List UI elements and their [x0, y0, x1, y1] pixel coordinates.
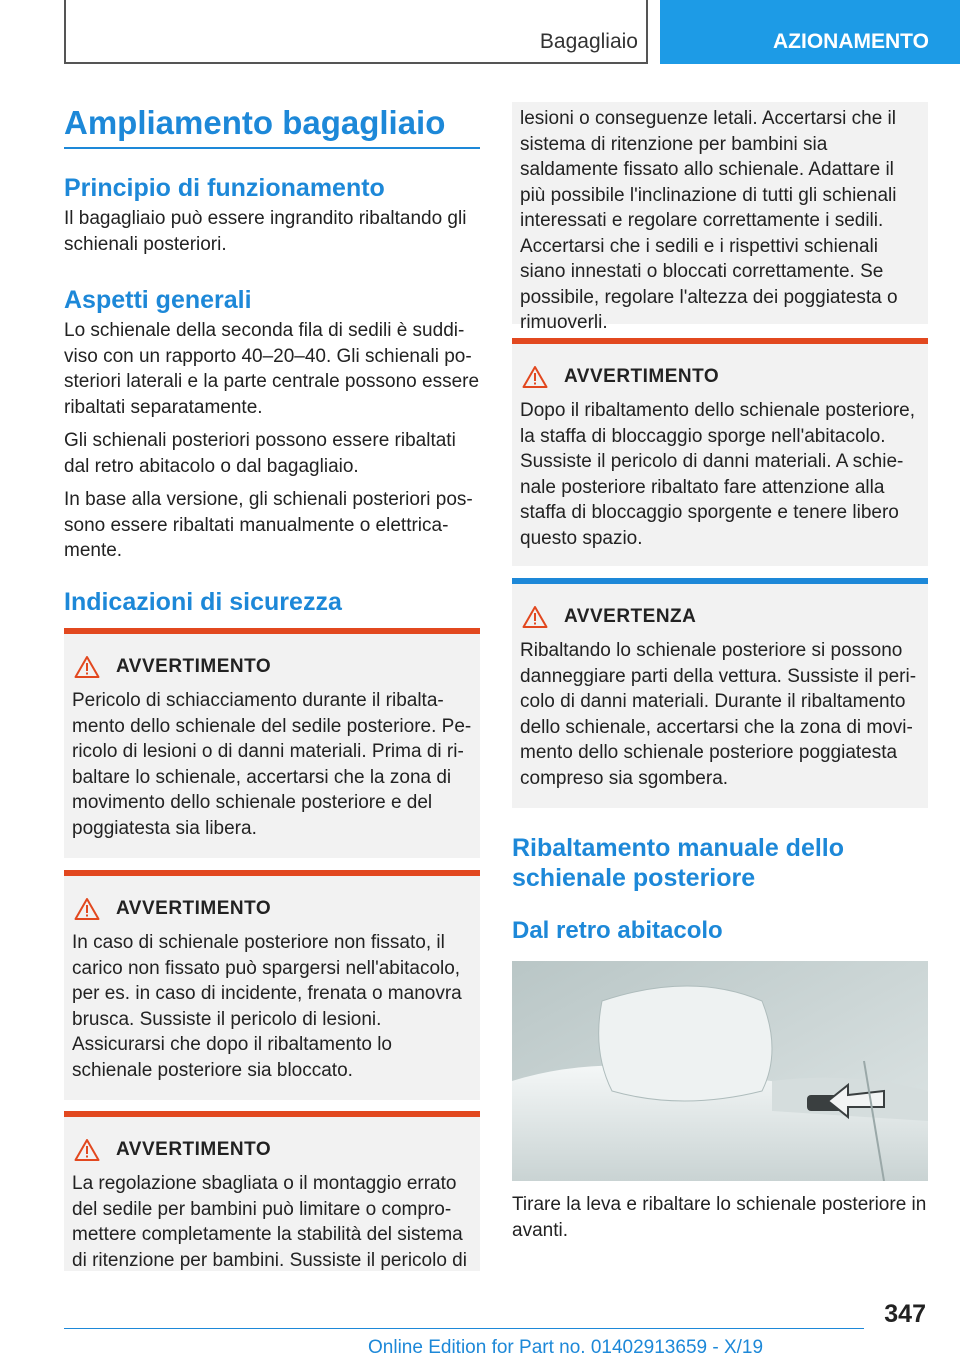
- paragraph-aspetti-2: Gli schienali posteriori possono essere ribaltati dal retro abitacolo o dal bagagliaio.: [64, 430, 456, 477]
- section-ribaltamento: [512, 833, 928, 893]
- warning-continued-text: lesioni o conseguenze letali. Accertarsi che il sistema di ritenzione per bambini sia saldamente fissato allo schienale. Adattare il più possibile l'inclinazione di tutti gli schienali interessati e regolare correttamente i sedili. Accertarsi che i sedili e i rispettivi schienali siano innestati o bloccati correttamente. Se possibile, regolare l'altezza dei poggiatesta o rimuoverli.: [520, 108, 898, 333]
- header-chapter-tab: [660, 0, 960, 64]
- warning-triangle-icon: [522, 605, 548, 629]
- warning-title: AVVERTIMENTO: [116, 656, 272, 677]
- chapter-label: AZIONAMENTO: [773, 30, 929, 53]
- page-number: 347: [884, 1300, 926, 1328]
- section-principio: [64, 173, 480, 257]
- image-caption: Tirare la leva e ribaltare lo schienale posteriore in avanti.: [512, 1194, 927, 1241]
- warning-box: [64, 628, 480, 858]
- warning-triangle-icon: [74, 897, 100, 921]
- warning-text: Pericolo di schiacciamento durante il ribaltamento dello schienale del sedile posteriore. Pericolo di lesioni o di danni materiali. Prima di ribaltare lo schienale, accertarsi che la zona di movimento dello schienale posteriore e del poggiatesta sia libera.: [72, 690, 472, 839]
- title-rule: [64, 147, 480, 149]
- section-retro: [512, 917, 928, 945]
- warning-title: AVVERTIMENTO: [116, 898, 272, 919]
- header-section: Bagagliaio: [539, 30, 638, 53]
- warning-continued-box: [512, 102, 928, 333]
- section-aspetti: [64, 285, 480, 564]
- heading-retro: Dal retro abitacolo: [512, 917, 723, 944]
- footer-rule: [64, 1328, 864, 1329]
- warning-header: [72, 1131, 472, 1169]
- paragraph-principio: Il bagagliaio può essere ingrandito ribaltando gli schienali posteriori.: [64, 208, 467, 255]
- caution-text: Ribaltando lo schienale posteriore si possono danneggiare parti della vettura. Sussiste il pericolo di danni materiali. Durante il ribaltamento dello schienale, accertarsi che la zona di movimento dello schienale posteriore poggiatesta compreso sia sgombera.: [520, 640, 917, 789]
- rear-seat-lever-illustration: [512, 961, 928, 1181]
- heading-aspetti: Aspetti generali: [64, 286, 252, 314]
- warning-box: [512, 338, 928, 566]
- caution-box: [512, 578, 928, 808]
- heading-ribaltamento: Ribaltamento manuale dello schienale posteriore: [512, 834, 845, 892]
- warning-text: Dopo il ribaltamento dello schienale posteriore, la staffa di bloccaggio sporge nell'abitacolo. Sussiste il pericolo di danni materiali. A schienale posteriore ribaltato fare attenzione alla staffa di bloccaggio sporgente e tenere libero questo spazio.: [520, 400, 916, 549]
- paragraph-aspetti-1: Lo schienale della seconda fila di sedili è suddiviso con un rapporto 40–20–40. Gli schienali posteriori laterali e la parte centrale possono essere ribaltati separatamente.: [64, 320, 480, 418]
- warning-triangle-icon: [74, 1138, 100, 1162]
- caution-title: AVVERTENZA: [564, 606, 697, 627]
- page-title: [64, 104, 480, 142]
- warning-triangle-icon: [74, 655, 100, 679]
- warning-header: [72, 648, 472, 686]
- warning-header: [72, 890, 472, 928]
- page-title-text: Ampliamento bagagliaio: [64, 104, 446, 141]
- warning-title: AVVERTIMENTO: [564, 366, 720, 387]
- heading-principio: Principio di funzionamento: [64, 174, 385, 202]
- image-caption-wrap: [512, 1192, 928, 1243]
- warning-text: In caso di schienale posteriore non fissato, il carico non fissato può spargersi nell'abitacolo, per es. in caso di incidente, frenata o manovra brusca. Sussiste il pericolo di lesioni. Assicurarsi che dopo il ribaltamento lo schienale posteriore sia bloccato.: [72, 932, 462, 1081]
- warning-box: [64, 870, 480, 1100]
- heading-sicurezza: Indicazioni di sicurezza: [64, 588, 342, 616]
- warning-text: La regolazione sbagliata o il montaggio errato del sedile per bambini può limitare o compromettere completamente la stabilità del sistema di ritenzione per bambini. Sussiste il pericolo di: [72, 1173, 467, 1271]
- footer-edition: Online Edition for Part no. 01402913659 - X/19: [368, 1337, 764, 1358]
- paragraph-aspetti-3: In base alla versione, gli schienali posteriori possono essere ribaltati manualmente o elettricamente.: [64, 489, 473, 561]
- warning-header: [520, 358, 920, 396]
- warning-title: AVVERTIMENTO: [116, 1139, 272, 1160]
- warning-box: [64, 1111, 480, 1271]
- warning-triangle-icon: [522, 365, 548, 389]
- heading-sicurezza-wrap: [64, 587, 480, 617]
- caution-header: [520, 598, 920, 636]
